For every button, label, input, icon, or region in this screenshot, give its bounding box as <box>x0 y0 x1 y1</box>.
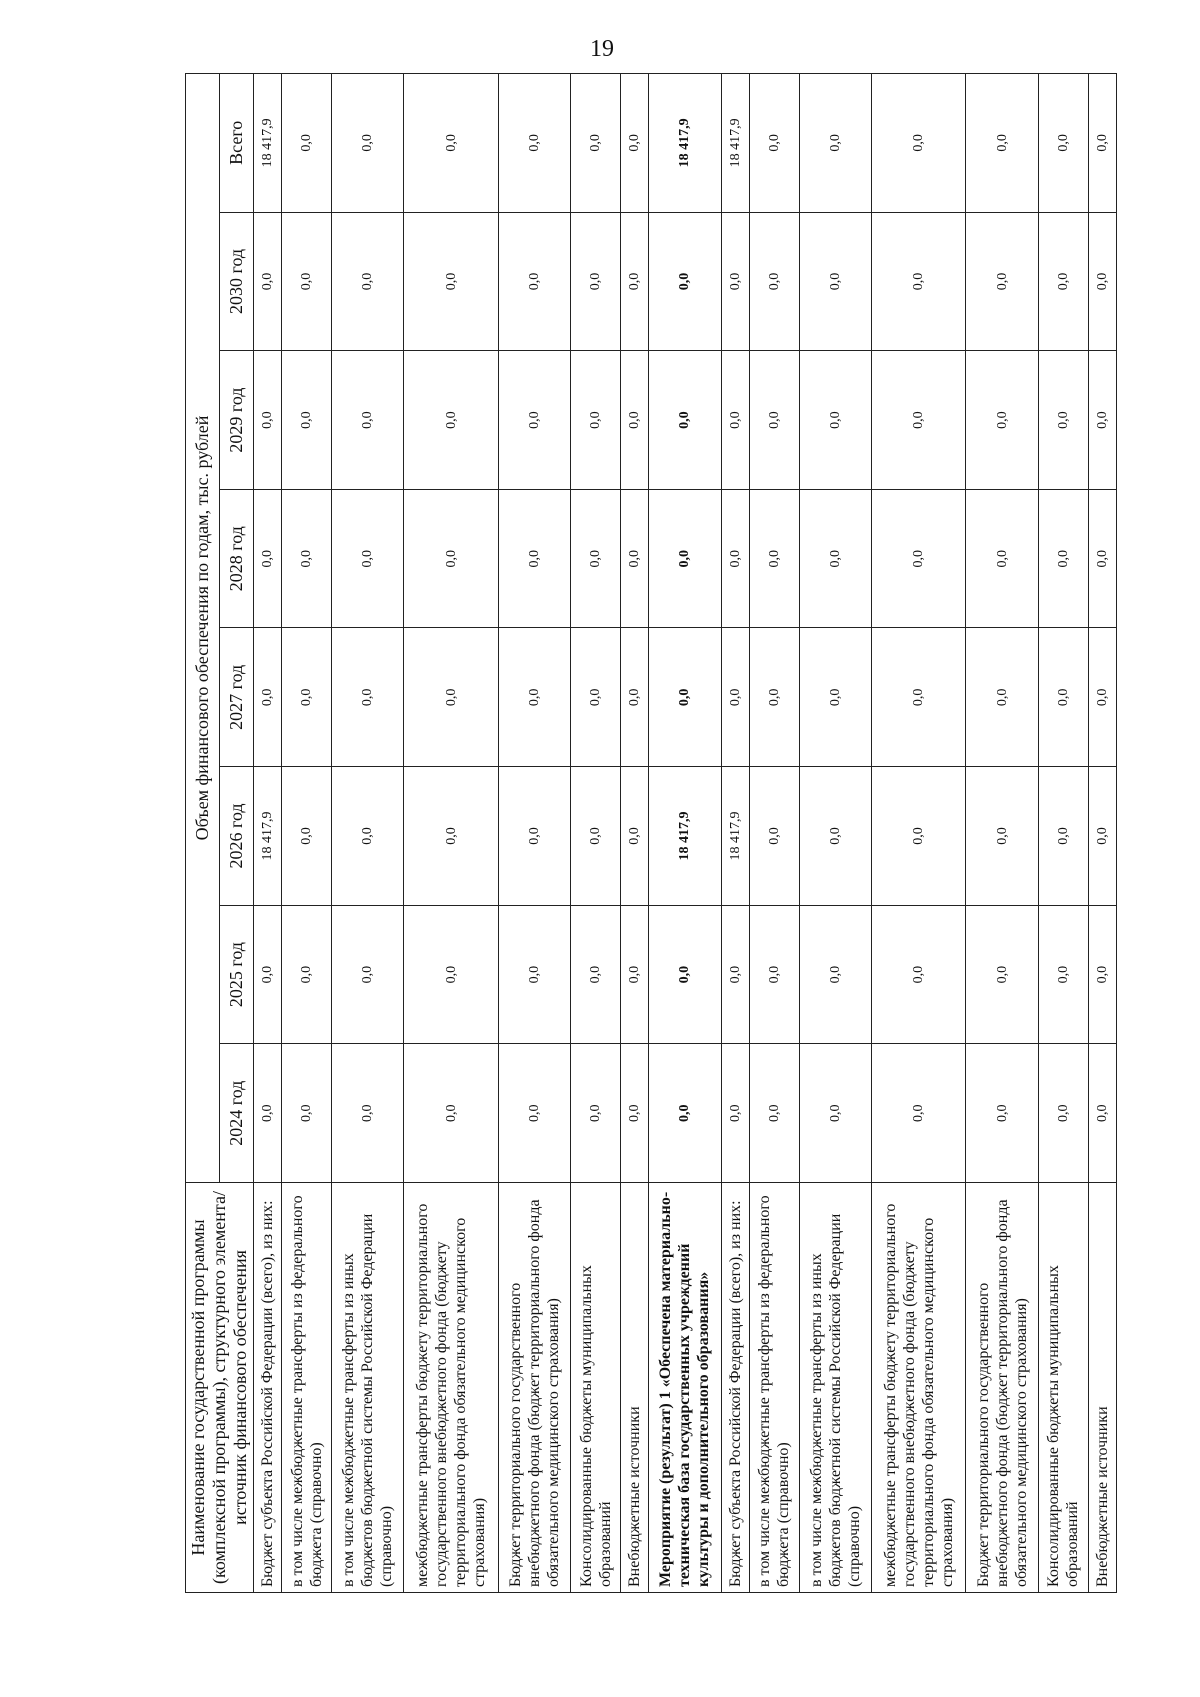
row-source-name: Внебюджетные источники <box>621 1183 649 1593</box>
value-cell: 0,0 <box>404 212 498 351</box>
value-cell: 0,0 <box>799 1044 871 1183</box>
value-cell: 0,0 <box>749 628 799 767</box>
value-cell: 0,0 <box>1088 628 1116 767</box>
table-row <box>621 74 649 1593</box>
value-cell: 0,0 <box>498 212 570 351</box>
value-cell: 0,0 <box>571 74 621 213</box>
value-cell: 0,0 <box>966 905 1038 1044</box>
value-cell: 0,0 <box>281 905 331 1044</box>
value-cell: 0,0 <box>649 905 721 1044</box>
value-cell: 0,0 <box>721 905 749 1044</box>
table-header-row <box>186 74 220 1593</box>
value-cell: 0,0 <box>621 74 649 213</box>
row-source-name: в том числе межбюджетные трансферты из федерального бюджета (справочно) <box>281 1183 331 1593</box>
value-cell: 0,0 <box>332 212 404 351</box>
value-cell: 0,0 <box>649 489 721 628</box>
value-cell: 0,0 <box>966 212 1038 351</box>
value-cell: 0,0 <box>281 628 331 767</box>
value-cell: 0,0 <box>281 74 331 213</box>
row-source-name: межбюджетные трансферты бюджету территориального государственного внебюджетного фонда (бюджету территориального фонда обязательного медицинского страхования) <box>404 1183 498 1593</box>
value-cell: 0,0 <box>1088 489 1116 628</box>
value-cell: 0,0 <box>621 1044 649 1183</box>
row-source-name: в том числе межбюджетные трансферты из федерального бюджета (справочно) <box>749 1183 799 1593</box>
value-cell: 0,0 <box>872 351 966 490</box>
table-row <box>1038 74 1088 1593</box>
row-source-name: межбюджетные трансферты бюджету территориального государственного внебюджетного фонда (бюджету территориального фонда обязательного медицинского страхования) <box>872 1183 966 1593</box>
value-cell: 0,0 <box>254 905 282 1044</box>
row-source-name: Бюджет субъекта Российской Федерации (всего), из них: <box>721 1183 749 1593</box>
value-cell: 0,0 <box>1038 905 1088 1044</box>
value-cell: 0,0 <box>872 489 966 628</box>
value-cell: 18 417,9 <box>721 767 749 906</box>
value-cell: 0,0 <box>721 628 749 767</box>
value-cell: 0,0 <box>749 212 799 351</box>
value-cell: 0,0 <box>1038 351 1088 490</box>
volume-group-header: Объем финансового обеспечения по годам, тыс. рублей <box>186 74 220 1183</box>
value-cell: 0,0 <box>571 351 621 490</box>
year-column-header: 2029 год <box>220 351 254 490</box>
value-cell: 0,0 <box>254 351 282 490</box>
value-cell: 0,0 <box>749 905 799 1044</box>
value-cell: 0,0 <box>1088 212 1116 351</box>
value-cell: 0,0 <box>966 489 1038 628</box>
year-column-header: 2024 год <box>220 1044 254 1183</box>
value-cell: 0,0 <box>749 1044 799 1183</box>
table-row <box>1088 74 1116 1593</box>
value-cell: 0,0 <box>649 628 721 767</box>
year-column-header: 2030 год <box>220 212 254 351</box>
name-column-header: Наименование государственной программы (комплексной программы), структурного элемента/источник финансового обеспечения <box>186 1183 254 1593</box>
value-cell: 0,0 <box>571 767 621 906</box>
row-source-name: Мероприятие (результат) 1 «Обеспечена материально-техническая база государственных учреждений культуры и дополнительного образования» <box>649 1183 721 1593</box>
value-cell: 0,0 <box>332 351 404 490</box>
value-cell: 18 417,9 <box>254 74 282 213</box>
value-cell: 0,0 <box>571 489 621 628</box>
value-cell: 0,0 <box>799 74 871 213</box>
page-number: 19 <box>590 36 614 62</box>
value-cell: 0,0 <box>281 489 331 628</box>
value-cell: 0,0 <box>404 74 498 213</box>
value-cell: 0,0 <box>281 351 331 490</box>
table-row <box>799 74 871 1593</box>
row-source-name: Бюджет территориального государственного внебюджетного фонда (бюджет территориального фонда обязательного медицинского страхования) <box>966 1183 1038 1593</box>
value-cell: 0,0 <box>254 489 282 628</box>
value-cell: 0,0 <box>281 1044 331 1183</box>
value-cell: 0,0 <box>498 905 570 1044</box>
value-cell: 0,0 <box>799 905 871 1044</box>
value-cell: 0,0 <box>872 212 966 351</box>
value-cell: 0,0 <box>621 212 649 351</box>
row-source-name: в том числе межбюджетные трансферты из иных бюджетов бюджетной системы Российской Федерации (справочно) <box>799 1183 871 1593</box>
value-cell: 0,0 <box>621 628 649 767</box>
value-cell: 0,0 <box>621 767 649 906</box>
value-cell: 0,0 <box>498 767 570 906</box>
value-cell: 0,0 <box>1038 212 1088 351</box>
value-cell: 0,0 <box>721 489 749 628</box>
value-cell: 0,0 <box>621 489 649 628</box>
value-cell: 0,0 <box>749 351 799 490</box>
row-source-name: Внебюджетные источники <box>1088 1183 1116 1593</box>
value-cell: 0,0 <box>1088 767 1116 906</box>
value-cell: 0,0 <box>799 489 871 628</box>
value-cell: 0,0 <box>966 628 1038 767</box>
value-cell: 0,0 <box>571 212 621 351</box>
year-column-header: 2026 год <box>220 767 254 906</box>
value-cell: 18 417,9 <box>254 767 282 906</box>
value-cell: 0,0 <box>649 1044 721 1183</box>
value-cell: 0,0 <box>498 489 570 628</box>
row-source-name: Консолидированные бюджеты муниципальных образований <box>1038 1183 1088 1593</box>
value-cell: 0,0 <box>332 628 404 767</box>
row-source-name: Бюджет субъекта Российской Федерации (всего), из них: <box>254 1183 282 1593</box>
value-cell: 0,0 <box>872 1044 966 1183</box>
value-cell: 0,0 <box>721 1044 749 1183</box>
value-cell: 0,0 <box>1088 351 1116 490</box>
value-cell: 0,0 <box>254 212 282 351</box>
row-source-name: Бюджет территориального государственного внебюджетного фонда (бюджет территориального фонда обязательного медицинского страхования) <box>498 1183 570 1593</box>
value-cell: 18 417,9 <box>721 74 749 213</box>
value-cell: 0,0 <box>799 767 871 906</box>
value-cell: 0,0 <box>621 351 649 490</box>
value-cell: 18 417,9 <box>649 74 721 213</box>
value-cell: 0,0 <box>1038 767 1088 906</box>
table-row <box>966 74 1038 1593</box>
table-row <box>571 74 621 1593</box>
value-cell: 0,0 <box>1038 1044 1088 1183</box>
value-cell: 0,0 <box>571 905 621 1044</box>
value-cell: 0,0 <box>332 1044 404 1183</box>
value-cell: 0,0 <box>966 74 1038 213</box>
value-cell: 0,0 <box>332 905 404 1044</box>
value-cell: 0,0 <box>571 628 621 767</box>
table-row <box>749 74 799 1593</box>
table-row <box>281 74 331 1593</box>
value-cell: 0,0 <box>1038 489 1088 628</box>
value-cell: 0,0 <box>649 212 721 351</box>
value-cell: 0,0 <box>254 628 282 767</box>
value-cell: 0,0 <box>721 212 749 351</box>
value-cell: 0,0 <box>749 74 799 213</box>
table-row <box>254 74 282 1593</box>
value-cell: 0,0 <box>872 628 966 767</box>
value-cell: 0,0 <box>332 489 404 628</box>
year-column-header: 2025 год <box>220 905 254 1044</box>
value-cell: 0,0 <box>1088 1044 1116 1183</box>
value-cell: 0,0 <box>404 905 498 1044</box>
table-row <box>872 74 966 1593</box>
value-cell: 18 417,9 <box>649 767 721 906</box>
value-cell: 0,0 <box>498 74 570 213</box>
value-cell: 0,0 <box>404 767 498 906</box>
value-cell: 0,0 <box>498 351 570 490</box>
table-row <box>721 74 749 1593</box>
value-cell: 0,0 <box>799 628 871 767</box>
value-cell: 0,0 <box>749 767 799 906</box>
value-cell: 0,0 <box>749 489 799 628</box>
value-cell: 0,0 <box>872 905 966 1044</box>
value-cell: 0,0 <box>404 489 498 628</box>
value-cell: 0,0 <box>498 628 570 767</box>
table-row <box>498 74 570 1593</box>
table-row <box>332 74 404 1593</box>
value-cell: 0,0 <box>1038 74 1088 213</box>
rotated-table-container <box>185 73 1111 1593</box>
value-cell: 0,0 <box>281 767 331 906</box>
value-cell: 0,0 <box>621 905 649 1044</box>
table-body <box>254 74 1117 1593</box>
value-cell: 0,0 <box>966 351 1038 490</box>
value-cell: 0,0 <box>872 74 966 213</box>
value-cell: 0,0 <box>1088 905 1116 1044</box>
year-column-header: 2028 год <box>220 489 254 628</box>
value-cell: 0,0 <box>966 1044 1038 1183</box>
value-cell: 0,0 <box>1038 628 1088 767</box>
value-cell: 0,0 <box>498 1044 570 1183</box>
row-source-name: в том числе межбюджетные трансферты из иных бюджетов бюджетной системы Российской Федерации (справочно) <box>332 1183 404 1593</box>
year-column-header: Всего <box>220 74 254 213</box>
value-cell: 0,0 <box>404 1044 498 1183</box>
value-cell: 0,0 <box>721 351 749 490</box>
value-cell: 0,0 <box>799 351 871 490</box>
value-cell: 0,0 <box>332 767 404 906</box>
row-source-name: Консолидированные бюджеты муниципальных образований <box>571 1183 621 1593</box>
value-cell: 0,0 <box>404 628 498 767</box>
table-row <box>649 74 721 1593</box>
value-cell: 0,0 <box>1088 74 1116 213</box>
value-cell: 0,0 <box>281 212 331 351</box>
value-cell: 0,0 <box>799 212 871 351</box>
value-cell: 0,0 <box>404 351 498 490</box>
table-row <box>404 74 498 1593</box>
year-column-header: 2027 год <box>220 628 254 767</box>
financing-table <box>185 73 1117 1593</box>
value-cell: 0,0 <box>332 74 404 213</box>
value-cell: 0,0 <box>649 351 721 490</box>
value-cell: 0,0 <box>966 767 1038 906</box>
value-cell: 0,0 <box>571 1044 621 1183</box>
value-cell: 0,0 <box>872 767 966 906</box>
value-cell: 0,0 <box>254 1044 282 1183</box>
